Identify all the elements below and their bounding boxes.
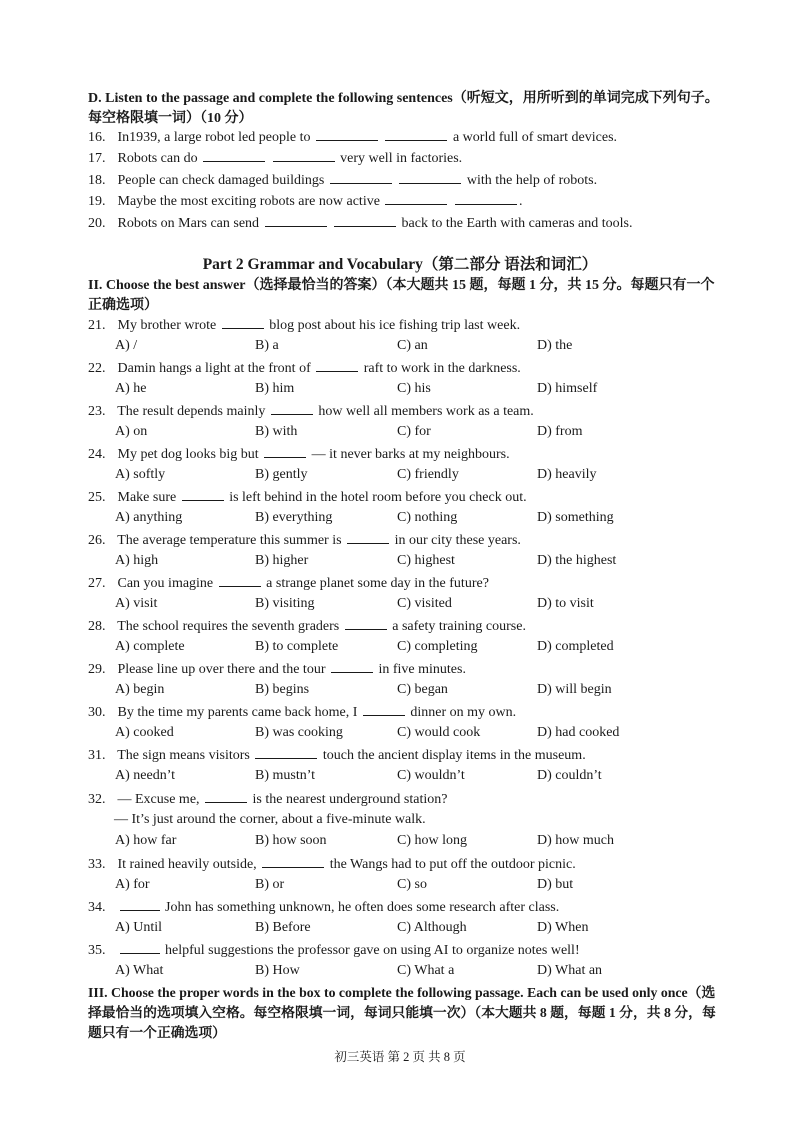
option-d: D) but [537,877,574,892]
answer-blank [255,744,317,759]
question-number: 17. [88,151,106,166]
question-text-after: . [518,194,523,209]
option-b: B) begins [255,682,310,697]
option-c: C) What a [397,963,455,978]
question-text-after: dinner on my own. [410,705,517,720]
answer-blank [120,939,160,954]
question-text-before: In1939, a large robot led people to [117,130,311,145]
question-number: 21. [88,318,106,333]
option-c: C) an [397,338,428,353]
option-c: C) wouldn’t [397,768,465,783]
option-a: A) needn’t [115,768,175,783]
option-a: A) cooked [115,725,174,740]
option-c: C) highest [397,553,455,568]
question-text-after: the Wangs had to put off the outdoor picnic. [329,857,576,872]
option-a: A) how far [115,833,177,848]
option-d: D) himself [537,381,598,396]
option-b: B) Before [255,920,311,935]
answer-blank [316,357,358,372]
question-number: 34. [88,900,106,915]
option-a: A) / [115,338,138,353]
option-b: B) How [255,963,300,978]
option-d: D) completed [537,639,614,654]
answer-blank [205,788,247,803]
option-d: D) the highest [537,553,617,568]
question-text-after: with the help of robots. [466,173,598,188]
option-c: C) for [397,424,431,439]
question-23 [88,400,534,420]
option-b: B) how soon [255,833,327,848]
question-text-after: back to the Earth with cameras and tools. [401,216,633,231]
question-text-after: helpful suggestions the professor gave on using AI to organize notes well! [165,943,580,958]
answer-blank [399,169,461,184]
question-16 [88,126,617,146]
question-number: 20. [88,216,106,231]
question-text-before: My brother wrote [117,318,217,333]
option-a: A) anything [115,510,183,525]
option-c: C) began [397,682,448,697]
option-c: C) Although [397,920,467,935]
question-35 [88,939,580,959]
question-text-after: a world full of smart devices. [452,130,618,145]
option-d: D) When [537,920,589,935]
question-text-after: is the nearest underground station? [252,792,448,807]
question-number: 24. [88,447,106,462]
question-number: 28. [88,619,106,634]
page-footer: 初三英语 第 2 页 共 8 页 [334,1050,466,1064]
option-c: C) his [397,381,431,396]
question-text-before: — Excuse me, [117,792,200,807]
option-a: A) softly [115,467,166,482]
question-number: 33. [88,857,106,872]
option-a: A) What [115,963,164,978]
answer-blank [334,212,396,227]
question-number: 29. [88,662,106,677]
answer-blank [347,529,389,544]
option-c: C) completing [397,639,478,654]
question-number: 22. [88,361,106,376]
option-d: D) will begin [537,682,612,697]
option-c: C) nothing [397,510,458,525]
question-text-before: Damin hangs a light at the front of [117,361,311,376]
question-number: 26. [88,533,106,548]
answer-blank [265,212,327,227]
question-text-before: The result depends mainly [117,404,266,419]
answer-blank [385,126,447,141]
question-text-after: — it never barks at my neighbours. [311,447,510,462]
question-number: 19. [88,194,106,209]
question-21 [88,314,520,334]
question-text-before: By the time my parents came back home, I [117,705,358,720]
answer-blank [330,169,392,184]
option-b: B) mustn’t [255,768,316,783]
answer-blank [222,314,264,329]
option-b: B) higher [255,553,309,568]
answer-blank [455,190,517,205]
option-a: A) high [115,553,159,568]
question-33 [88,853,576,873]
question-32 [88,788,447,808]
option-d: D) something [537,510,614,525]
option-b: B) a [255,338,279,353]
option-d: D) how much [537,833,614,848]
option-c: C) visited [397,596,452,611]
option-a: A) for [115,877,150,892]
option-a: A) Until [115,920,163,935]
question-text-after: in five minutes. [378,662,466,677]
question-text-after: John has something unknown, he often does some research after class. [165,900,560,915]
question-text-before: Can you imagine [117,576,214,591]
option-b: B) was cooking [255,725,343,740]
question-number: 35. [88,943,106,958]
question-number: 27. [88,576,106,591]
option-c: C) how long [397,833,467,848]
question-number: 25. [88,490,106,505]
option-d: D) heavily [537,467,597,482]
question-25 [88,486,527,506]
option-b: B) with [255,424,298,439]
section-ii-heading: II. Choose the best answer（选择最恰当的答案）（本大题共 15 题，每题 1 分，共 15 分。每题只有一个正确选项） [88,278,715,313]
question-20 [88,212,632,232]
question-text-before: Robots on Mars can send [117,216,260,231]
question-text-before: People can check damaged buildings [117,173,325,188]
question-text-before: The sign means visitors [117,748,250,763]
question-29 [88,658,466,678]
question-text-before: Maybe the most exciting robots are now active [117,194,380,209]
question-17 [88,147,462,167]
answer-blank [271,400,313,415]
option-d: D) couldn’t [537,768,602,783]
option-c: C) so [397,877,427,892]
option-b: B) to complete [255,639,339,654]
question-text-before: My pet dog looks big but [117,447,259,462]
answer-blank [363,701,405,716]
question-27 [88,572,489,592]
question-30 [88,701,516,721]
option-a: A) complete [115,639,185,654]
question-number: 18. [88,173,106,188]
question-24 [88,443,510,463]
option-b: B) him [255,381,295,396]
answer-blank [182,486,224,501]
option-b: B) visiting [255,596,315,611]
question-number: 30. [88,705,106,720]
option-a: A) begin [115,682,165,697]
section-d-heading: D. Listen to the passage and complete the following sentences（听短文，用所听到的单词完成下列句子。每空格限填一词）（10 分） [88,91,719,126]
question-28 [88,615,526,635]
option-d: D) the [537,338,573,353]
question-text-before: The school requires the seventh graders [117,619,340,634]
option-a: A) he [115,381,147,396]
question-text-after: is left behind in the hotel room before you check out. [229,490,527,505]
option-a: A) on [115,424,148,439]
answer-blank [262,853,324,868]
question-19 [88,190,522,210]
question-text-after: very well in factories. [340,151,463,166]
question-text-after: a safety training course. [392,619,526,634]
answer-blank [385,190,447,205]
option-b: B) or [255,877,285,892]
question-text-after: raft to work in the darkness. [363,361,521,376]
answer-blank [273,147,335,162]
answer-blank [264,443,306,458]
question-number: 23. [88,404,106,419]
answer-blank [120,896,160,911]
question-text-after: touch the ancient display items in the museum. [322,748,586,763]
question-number: 31. [88,748,106,763]
question-text-before: Please line up over there and the tour [117,662,326,677]
option-b: B) gently [255,467,308,482]
question-number: 32. [88,792,106,807]
question-26 [88,529,521,549]
option-c: C) friendly [397,467,459,482]
question-text-after: a strange planet some day in the future? [266,576,489,591]
question-text-before: Make sure [117,490,177,505]
option-d: D) to visit [537,596,594,611]
option-d: D) What an [537,963,603,978]
question-text-before: Robots can do [117,151,198,166]
answer-blank [203,147,265,162]
question-number: 16. [88,130,106,145]
question-text-after: blog post about his ice fishing trip last week. [269,318,521,333]
part-2-title: Part 2 Grammar and Vocabulary（第二部分 语法和词汇） [202,256,598,273]
question-text-after: in our city these years. [394,533,521,548]
answer-blank [331,658,373,673]
answer-blank [345,615,387,630]
option-c: C) would cook [397,725,481,740]
option-d: D) from [537,424,583,439]
option-b: B) everything [255,510,333,525]
question-34 [88,896,559,916]
question-text-before: It rained heavily outside, [117,857,257,872]
question-text-after: how well all members work as a team. [318,404,534,419]
question-text-before: The average temperature this summer is [117,533,342,548]
answer-blank [316,126,378,141]
option-a: A) visit [115,596,158,611]
question-22 [88,357,521,377]
option-d: D) had cooked [537,725,620,740]
question-32-reply: — It’s just around the corner, about a five-minute walk. [114,812,426,827]
section-iii-heading: III. Choose the proper words in the box to complete the following passage. Each can be used only once（选择最恰当的选项填入空格。每空格限填一词，每词只能填一次）（本大题共 8 题，每题 1 分，共 8 分，每题只有一个正确选项） [88,985,716,1040]
answer-blank [219,572,261,587]
question-18 [88,169,597,189]
question-31 [88,744,586,764]
